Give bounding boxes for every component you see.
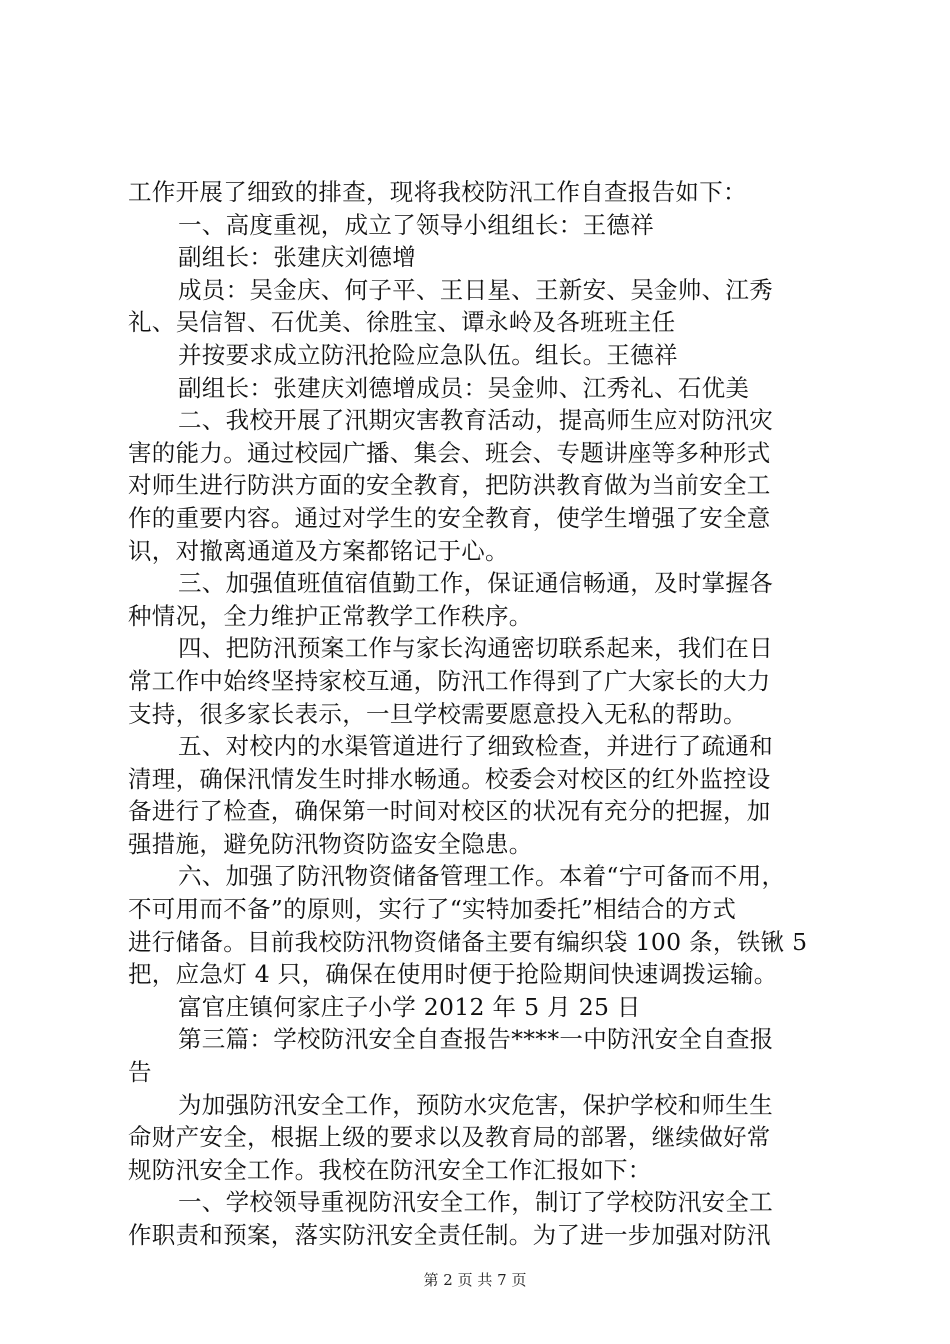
- text-line: 四、把防汛预案工作与家长沟通密切联系起来，我们在日: [178, 634, 773, 663]
- text-line: 识，对撤离通道及方案都铭记于心。: [128, 536, 509, 565]
- text-line: 进行储备。目前我校防汛物资储备主要有编织袋 100 条，铁锹 5: [128, 927, 808, 956]
- text-line: 种情况，全力维护正常教学工作秩序。: [128, 601, 533, 630]
- text-line: 对师生进行防洪方面的安全教育，把防洪教育做为当前安全工: [128, 471, 771, 500]
- text-line: 礼、吴信智、石优美、徐胜宝、谭永岭及各班班主任: [128, 308, 676, 337]
- document-body: [128, 176, 833, 1252]
- text-line: 三、加强值班值宿值勤工作，保证通信畅通，及时掌握各: [178, 569, 773, 598]
- text-line: 害的能力。通过校园广播、集会、班会、专题讲座等多种形式: [128, 438, 771, 467]
- text-line: 二、我校开展了汛期灾害教育活动，提高师生应对防汛灾: [178, 406, 773, 435]
- text-line: 并按要求成立防汛抢险应急队伍。组长。王德祥: [178, 340, 678, 369]
- text-line: 作的重要内容。通过对学生的安全教育，使学生增强了安全意: [128, 503, 771, 532]
- text-line: 把，应急灯 4 只，确保在使用时便于抢险期间快速调拨运输。: [128, 960, 778, 989]
- text-line: 工作开展了细致的排查，现将我校防汛工作自查报告如下：: [128, 178, 747, 206]
- text-line: 强措施，避免防汛物资防盗安全隐患。: [128, 829, 533, 858]
- text-line: 一、高度重视，成立了领导小组组长：王德祥: [178, 210, 654, 239]
- text-line: 命财产安全，根据上级的要求以及教育局的部署，继续做好常: [128, 1123, 771, 1152]
- text-line: 六、加强了防汛物资储备管理工作。本着“宁可备而不用，: [178, 862, 786, 891]
- text-line: 成员：吴金庆、何子平、王日星、王新安、吴金帅、江秀: [178, 275, 773, 304]
- text-line: 常工作中始终坚持家校互通，防汛工作得到了广大家长的大力: [128, 666, 771, 695]
- text-line: 副组长：张建庆刘德增成员：吴金帅、江秀礼、石优美: [178, 373, 750, 402]
- text-line: 清理，确保汛情发生时排水畅通。校委会对校区的红外监控设: [128, 764, 771, 793]
- text-line: 支持，很多家长表示，一旦学校需要愿意投入无私的帮助。: [128, 699, 747, 728]
- text-line: 作职责和预案，落实防汛安全责任制。为了进一步加强对防汛: [128, 1221, 771, 1249]
- text-line: 副组长：张建庆刘德增: [178, 243, 416, 272]
- page-number-footer: 第 2 页 共 7 页: [423, 1271, 527, 1289]
- text-line: 为加强防汛安全工作，预防水灾危害，保护学校和师生生: [178, 1090, 773, 1119]
- text-line: 五、对校内的水渠管道进行了细致检查，并进行了疏通和: [178, 732, 773, 761]
- text-line: 不可用而不备”的原则，实行了“实特加委托”相结合的方式: [128, 895, 737, 924]
- text-line: 一、学校领导重视防汛安全工作，制订了学校防汛安全工: [178, 1188, 773, 1217]
- text-line: 规防汛安全工作。我校在防汛安全工作汇报如下：: [128, 1155, 652, 1184]
- text-line: 备进行了检查，确保第一时间对校区的状况有充分的把握，加: [128, 797, 771, 826]
- text-line: 第三篇：学校防汛安全自查报告****一中防汛安全自查报: [178, 1025, 774, 1054]
- text-line: 富官庄镇何家庄子小学 2012 年 5 月 25 日: [178, 992, 641, 1021]
- text-line: 告: [128, 1058, 152, 1087]
